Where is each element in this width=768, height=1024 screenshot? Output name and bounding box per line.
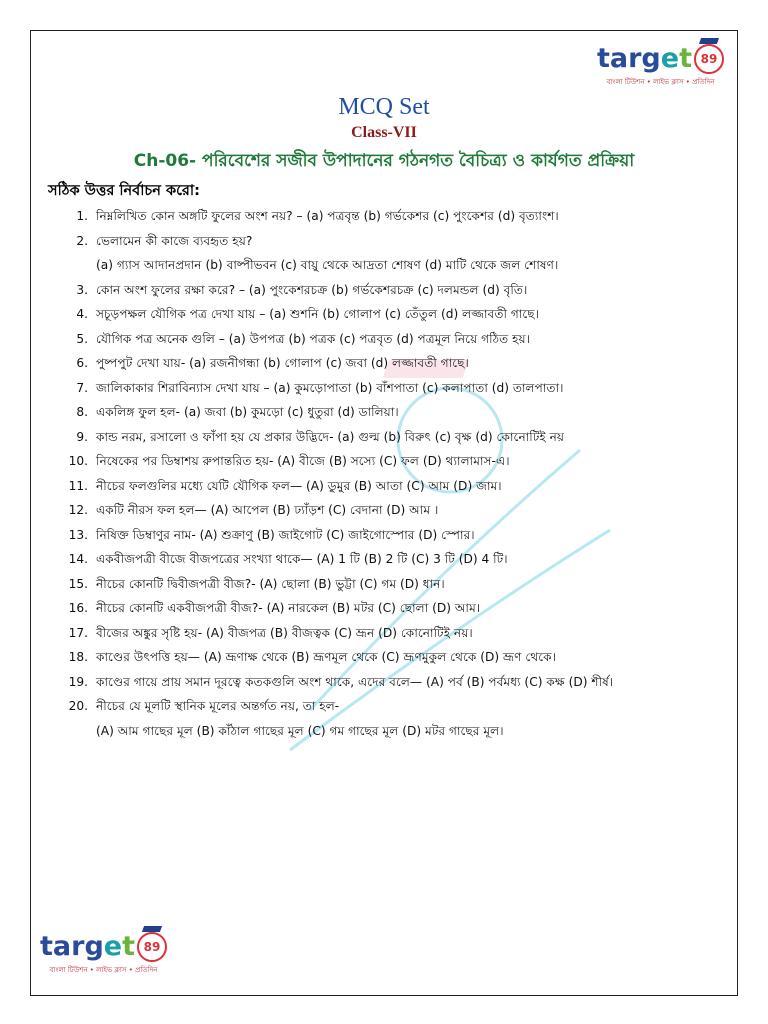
question-item: [62, 425, 702, 450]
logo-badge-number: 89: [700, 52, 718, 66]
logo-badge-number: 89: [143, 940, 161, 954]
logo-word-start: targ: [40, 931, 104, 962]
question-text: কান্ড নরম, রসালো ও ফাঁপা হয় যে প্রকার উদ্ভিদে- (a) গুল্ম (b) বিরুৎ (c) বৃক্ষ (d) কোনোটিই নয়: [96, 429, 565, 444]
question-options: (A) আম গাছের মূল (B) কাঁঠাল গাছের মূল (C) গম গাছের মূল (D) মটর গাছের মূল।: [96, 723, 504, 738]
question-text: বীজের অঙ্কুর সৃষ্টি হয়- (A) বীজপত্র (B) বীজত্বক (C) ভ্রূন (D) কোনোটিই নয়।: [96, 625, 473, 640]
question-number: 12.: [68, 503, 88, 517]
question-number: 4.: [76, 307, 88, 321]
question-number: 7.: [76, 380, 88, 395]
question-item: [62, 229, 702, 278]
target89-logo-top: [597, 44, 724, 88]
target89-logo-bottom: [40, 932, 167, 976]
question-item: [62, 694, 702, 743]
question-item: [62, 204, 702, 229]
graduation-cap-icon: [137, 932, 167, 962]
question-list: [62, 204, 702, 743]
question-body: [96, 694, 702, 743]
question-text: যৌগিক পত্র অনেক গুলি – (a) উপপত্র (b) পত্রক (c) পত্রবৃত (d) পত্রমূল নিয়ে গঠিত হয়।: [96, 331, 531, 346]
question-number: 18.: [68, 650, 88, 664]
question-text: সচূড়পক্ষল যৌগিক পত্র দেখা যায় – (a) শুশনি (b) গোলাপ (c) তেঁতুল (d) লজ্জাবতী গাছে।: [96, 307, 539, 321]
question-text: নিষেকের পর ডিম্বাশয় রুপান্তরিত হয়- (A) বীজে (B) সস্যে (C) ফল (D) থ্যালামাস-এ।: [96, 454, 510, 468]
logo-word-e: e: [660, 43, 680, 74]
question-text: নীচের যে মূলটি স্থানিক মূলের অন্তর্গত নয়, তা হল-: [96, 699, 340, 713]
question-number: 13.: [68, 527, 88, 542]
question-number: 20.: [68, 699, 88, 713]
question-item: [62, 474, 702, 499]
question-item: [62, 449, 702, 474]
question-text: একটি নীরস ফল হল— (A) আপেল (B) ঢ্যাঁড়শ (C) বেদানা (D) আম ।: [96, 503, 439, 517]
question-number: 8.: [76, 405, 88, 419]
class-label: Class-VII: [351, 124, 417, 141]
question-item: [62, 376, 702, 401]
question-number: 10.: [68, 454, 88, 468]
page-title: MCQ Set: [338, 94, 430, 120]
logo-word-t: t: [679, 43, 692, 74]
question-number: 5.: [76, 331, 88, 346]
logo-wordmark: [597, 44, 724, 74]
question-text: নিষিক্ত ডিম্বাণুর নাম- (A) শুক্রাণু (B) জাইগোট (C) জাইগোস্পোর (D) স্পোর।: [96, 527, 475, 542]
graduation-cap-icon: [694, 44, 724, 74]
question-number: 17.: [68, 625, 88, 640]
question-item: [62, 351, 702, 376]
question-options: (a) গ্যাস আদানপ্রদান (b) বাষ্পীভবন (c) বায়ু থেকে আদ্রতা শোষণ (d) মাটি থেকে জল শোষণ।: [96, 258, 559, 272]
question-text: পুষ্পপুট দেখা যায়- (a) রজনীগন্ধা (b) গোলাপ (c) জবা (d) লজ্জাবতী গাছে।: [96, 356, 469, 370]
question-text: কোন অংশ ফুলের রক্ষা করে? – (a) পুংকেশরচক্র (b) গর্ভকেশরচক্র (c) দলমন্ডল (d) বৃতি।: [96, 282, 528, 297]
question-number: 1.: [76, 209, 88, 223]
logo-wordmark: [40, 932, 167, 962]
question-number: 6.: [76, 356, 88, 370]
question-text: নীচের কোনটি দ্বিবীজপত্রী বীজ?- (A) ছোলা (B) ভুট্টা (C) গম (D) ধান।: [96, 576, 445, 591]
question-item: [62, 498, 702, 523]
instruction-heading: সঠিক উত্তর নির্বাচন করো:: [48, 183, 200, 199]
question-number: 16.: [68, 601, 88, 615]
question-item: [62, 327, 702, 352]
question-item: [62, 670, 702, 695]
question-number: 15.: [68, 576, 88, 591]
question-text: একবীজপত্রী বীজে বীজপত্রের সংখ্যা থাকে— (A) 1 টি (B) 2 টি (C) 3 টি (D) 4 টি।: [96, 552, 508, 566]
question-item: [62, 547, 702, 572]
logo-tagline: বাংলা টিউশন • লাইভ ক্লাস • প্রতিদিন: [49, 966, 158, 974]
question-text: ভেলামেন কী কাজে ব্যবহৃত হয়?: [96, 233, 253, 248]
question-number: 2.: [76, 233, 88, 248]
question-text: একলিঙ্গ ফুল হল- (a) জবা (b) কুমড়ো (c) ধুতুরা (d) ডালিয়া।: [96, 405, 399, 419]
logo-tagline: বাংলা টিউশন • লাইভ ক্লাস • প্রতিদিন: [606, 78, 715, 86]
question-number: 19.: [68, 674, 88, 689]
question-item: [62, 278, 702, 303]
chapter-title: Ch-06- পরিবেশের সজীব উপাদানের গঠনগত বৈচিত্র্য ও কার্যগত প্রক্রিয়া: [133, 151, 635, 171]
question-text: কাণ্ডের উৎপত্তি হয়— (A) ভ্রূণাক্ষ থেকে (B) ভ্রূণমূল থেকে (C) ভ্রূণমুকুল থেকে (D) ভ্রূণ থেকে।: [96, 650, 557, 664]
question-number: 14.: [68, 552, 88, 566]
logo-word-t: t: [122, 931, 136, 962]
question-item: [62, 645, 702, 670]
question-number: 3.: [76, 282, 88, 297]
question-item: [62, 400, 702, 425]
question-number: 11.: [68, 478, 88, 493]
question-text: নীচের কোনটি একবীজপত্রী বীজ?- (A) নারকেল (B) মটর (C) ছোলা (D) আম।: [96, 601, 481, 615]
question-item: [62, 596, 702, 621]
logo-word-start: targ: [596, 43, 661, 74]
question-text: নিম্নলিখিত কোন অঙ্গটি ফুলের অংশ নয়? – (a) পত্রবৃন্ত (b) গর্ভকেশর (c) পুংকেশর (d) বৃত্যাংশ।: [96, 209, 559, 223]
question-text: জালিকাকার শিরাবিন্যাস দেখা যায় – (a) কুমড়োপাতা (b) বাঁশপাতা (c) কলাপাতা (d) তালপাতা।: [96, 380, 564, 395]
question-item: [62, 302, 702, 327]
question-body: [96, 229, 702, 278]
question-item: [62, 523, 702, 548]
question-item: [62, 621, 702, 646]
question-number: 9.: [76, 429, 88, 444]
question-item: [62, 572, 702, 597]
question-text: কাণ্ডের গায়ে প্রায় সমান দূরত্বে কতকগুলি অংশ থাকে, এদের বলে— (A) পর্ব (B) পর্বমধ্য (C) কক্ষ (D) শীর্ষ।: [96, 674, 614, 689]
question-text: নীচের ফলগুলির মধ্যে যেটি যৌগিক ফল— (A) ডুমুর (B) আতা (C) আম (D) জাম।: [96, 478, 502, 493]
logo-word-e: e: [103, 931, 123, 962]
